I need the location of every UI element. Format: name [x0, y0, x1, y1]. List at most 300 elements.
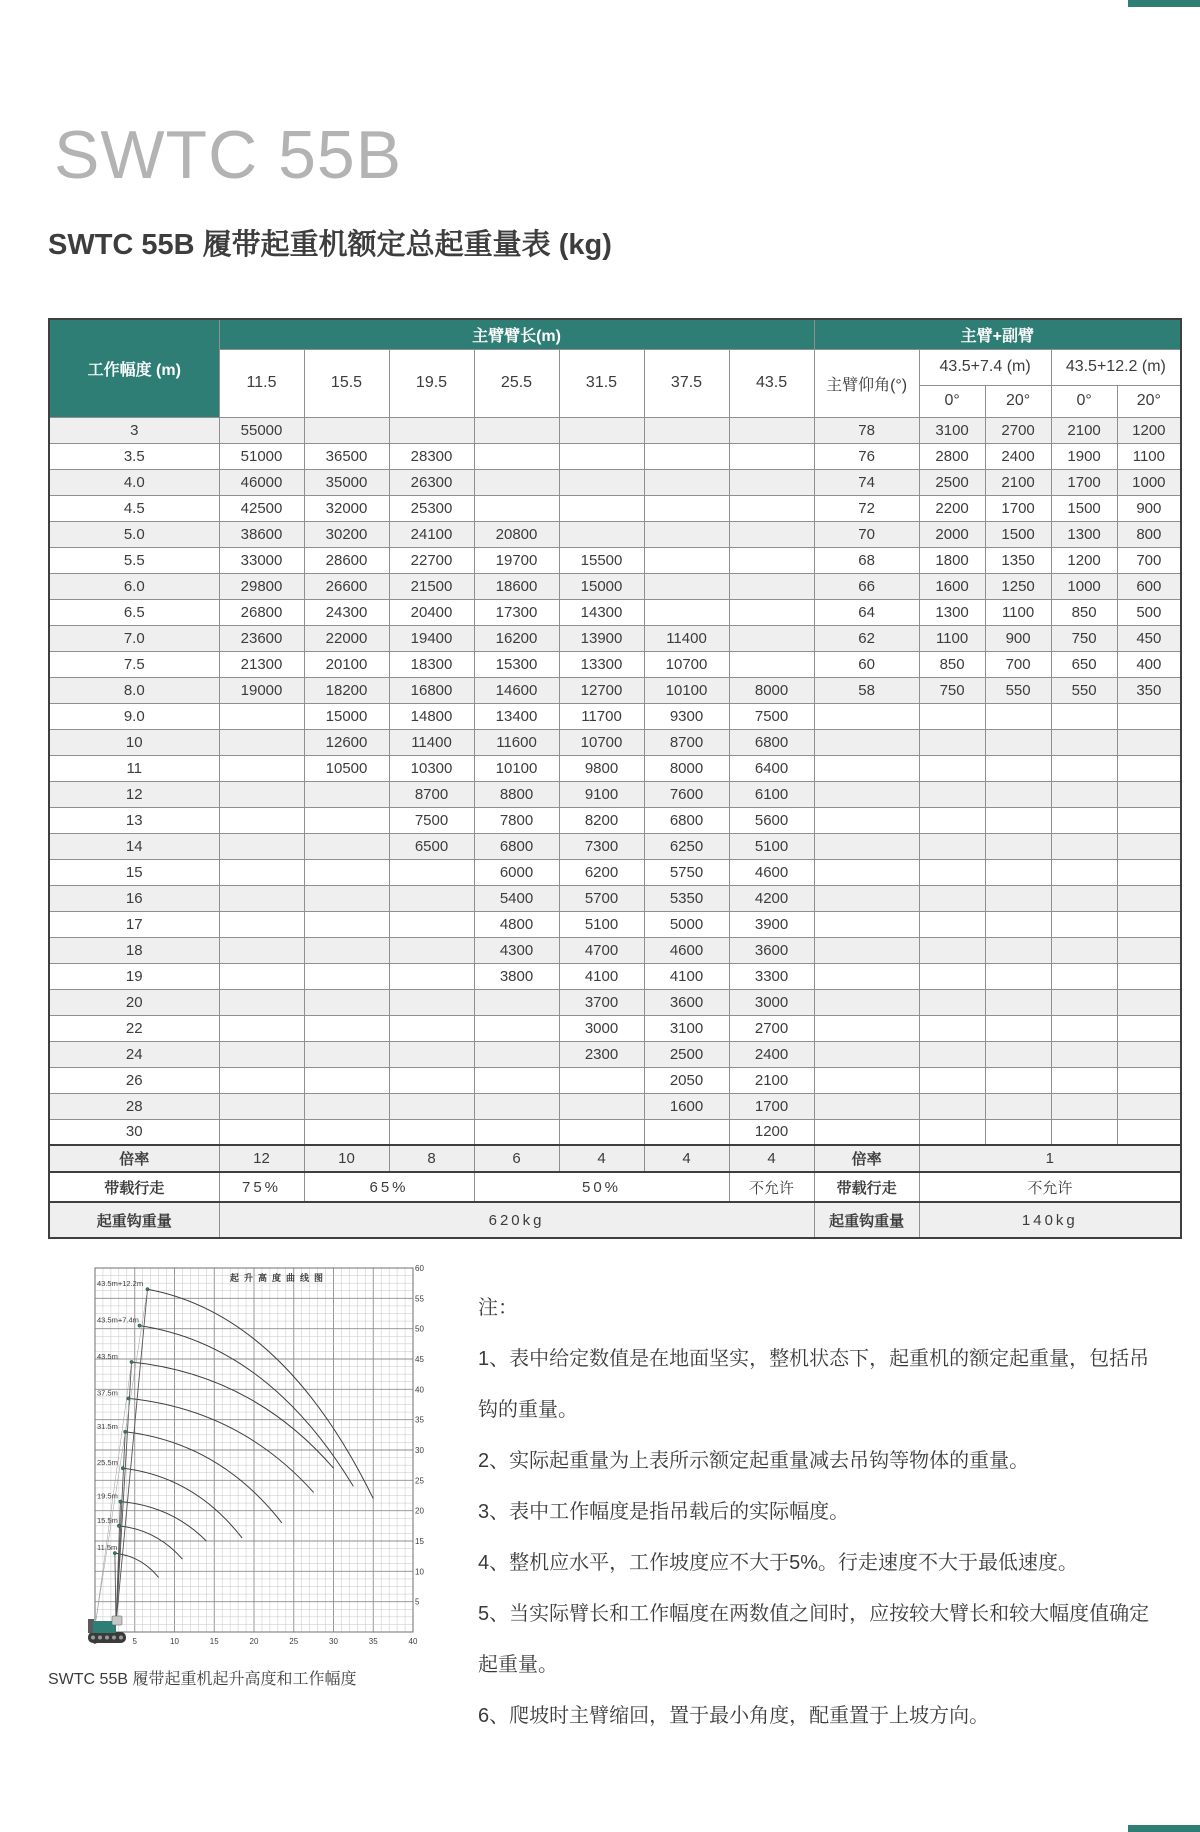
capacity-cell: 7500 — [729, 703, 814, 729]
capacity-cell: 1100 — [1117, 443, 1181, 469]
capacity-cell — [644, 599, 729, 625]
table-row — [49, 469, 1181, 495]
capacity-cell — [474, 1041, 559, 1067]
capacity-cell — [1117, 989, 1181, 1015]
capacity-cell: 8700 — [644, 729, 729, 755]
radius-cell: 6.5 — [49, 599, 219, 625]
capacity-cell — [1051, 1119, 1117, 1145]
table-row — [49, 807, 1181, 833]
capacity-cell — [919, 729, 985, 755]
capacity-cell — [1051, 963, 1117, 989]
capacity-cell — [304, 781, 389, 807]
main-boom-group-header: 主臂臂长(m) — [219, 319, 814, 349]
table-row — [49, 859, 1181, 885]
capacity-cell: 9100 — [559, 781, 644, 807]
capacity-cell — [304, 1067, 389, 1093]
capacity-cell — [219, 1015, 304, 1041]
capacity-cell — [1051, 885, 1117, 911]
capacity-cell: 10500 — [304, 755, 389, 781]
capacity-cell — [1117, 963, 1181, 989]
capacity-cell: 55000 — [219, 417, 304, 443]
table-row — [49, 573, 1181, 599]
capacity-cell — [1117, 755, 1181, 781]
capacity-cell: 7500 — [389, 807, 474, 833]
capacity-cell — [729, 443, 814, 469]
capacity-cell: 1100 — [985, 599, 1051, 625]
radius-cell: 19 — [49, 963, 219, 989]
capacity-cell — [644, 417, 729, 443]
capacity-cell: 6250 — [644, 833, 729, 859]
capacity-cell: 2100 — [729, 1067, 814, 1093]
footer-value: 4 — [644, 1145, 729, 1172]
capacity-cell — [1117, 937, 1181, 963]
svg-text:55: 55 — [415, 1294, 424, 1304]
svg-text:15: 15 — [209, 1637, 219, 1646]
capacity-cell — [559, 1067, 644, 1093]
table-row — [49, 833, 1181, 859]
capacity-cell: 1900 — [1051, 443, 1117, 469]
capacity-cell — [1051, 729, 1117, 755]
capacity-cell — [1051, 1041, 1117, 1067]
capacity-cell — [644, 495, 729, 521]
radius-cell: 17 — [49, 911, 219, 937]
capacity-cell — [219, 989, 304, 1015]
capacity-cell — [1117, 859, 1181, 885]
capacity-cell — [474, 443, 559, 469]
capacity-cell: 30200 — [304, 521, 389, 547]
angle-cell — [814, 1041, 919, 1067]
radius-cell: 13 — [49, 807, 219, 833]
radius-cell: 20 — [49, 989, 219, 1015]
header-row-groups — [49, 319, 1181, 349]
capacity-cell — [1051, 1093, 1117, 1119]
capacity-cell: 14800 — [389, 703, 474, 729]
capacity-cell: 3600 — [729, 937, 814, 963]
capacity-cell — [1117, 1093, 1181, 1119]
capacity-cell — [985, 755, 1051, 781]
capacity-cell — [389, 859, 474, 885]
capacity-cell — [729, 495, 814, 521]
capacity-cell: 1600 — [644, 1093, 729, 1119]
capacity-cell — [1051, 807, 1117, 833]
capacity-cell: 15000 — [304, 703, 389, 729]
capacity-cell: 13900 — [559, 625, 644, 651]
svg-text:60: 60 — [415, 1264, 424, 1273]
capacity-cell: 2000 — [919, 521, 985, 547]
capacity-cell: 10700 — [559, 729, 644, 755]
radius-cell: 7.0 — [49, 625, 219, 651]
capacity-cell — [304, 1119, 389, 1145]
capacity-cell — [304, 1093, 389, 1119]
table-row — [49, 417, 1181, 443]
capacity-cell — [985, 833, 1051, 859]
capacity-cell — [219, 781, 304, 807]
capacity-cell: 6100 — [729, 781, 814, 807]
boom-length-header: 19.5 — [389, 349, 474, 417]
footer-value: 8 — [389, 1145, 474, 1172]
footer-value: 6 — [474, 1145, 559, 1172]
capacity-cell: 1200 — [1051, 547, 1117, 573]
table-row — [49, 781, 1181, 807]
capacity-cell — [919, 755, 985, 781]
svg-text:40: 40 — [415, 1385, 424, 1395]
top-right-accent-bar — [1128, 0, 1200, 7]
svg-text:43.5m+12.2m: 43.5m+12.2m — [97, 1279, 144, 1289]
capacity-cell: 10300 — [389, 755, 474, 781]
capacity-cell: 400 — [1117, 651, 1181, 677]
capacity-cell — [304, 911, 389, 937]
capacity-cell — [389, 989, 474, 1015]
capacity-cell — [219, 963, 304, 989]
capacity-cell — [474, 1015, 559, 1041]
radius-cell: 4.5 — [49, 495, 219, 521]
svg-text:45: 45 — [415, 1355, 424, 1364]
footer-value: 65% — [304, 1172, 474, 1202]
capacity-cell: 11600 — [474, 729, 559, 755]
boom-length-header: 37.5 — [644, 349, 729, 417]
angle-cell — [814, 1015, 919, 1041]
capacity-cell — [474, 1093, 559, 1119]
header-row-lengths — [49, 349, 1181, 385]
capacity-cell — [559, 495, 644, 521]
jib-combo-header: 43.5+7.4 (m) — [919, 349, 1051, 385]
capacity-cell: 20100 — [304, 651, 389, 677]
capacity-cell: 6400 — [729, 755, 814, 781]
capacity-cell: 36500 — [304, 443, 389, 469]
capacity-cell: 20400 — [389, 599, 474, 625]
capacity-cell — [919, 1093, 985, 1119]
angle-cell — [814, 859, 919, 885]
capacity-cell — [919, 1067, 985, 1093]
capacity-cell — [919, 781, 985, 807]
capacity-cell: 17300 — [474, 599, 559, 625]
capacity-cell: 23600 — [219, 625, 304, 651]
capacity-cell — [985, 807, 1051, 833]
capacity-cell: 35000 — [304, 469, 389, 495]
capacity-cell: 1250 — [985, 573, 1051, 599]
capacity-cell: 26300 — [389, 469, 474, 495]
capacity-cell: 10100 — [644, 677, 729, 703]
capacity-cell — [919, 885, 985, 911]
capacity-cell — [985, 1119, 1051, 1145]
capacity-cell — [219, 1119, 304, 1145]
capacity-cell — [304, 937, 389, 963]
capacity-cell: 5400 — [474, 885, 559, 911]
footer-label: 带载行走 — [814, 1172, 919, 1202]
capacity-cell — [985, 989, 1051, 1015]
capacity-cell: 850 — [919, 651, 985, 677]
capacity-cell — [729, 651, 814, 677]
capacity-cell — [729, 547, 814, 573]
table-row — [49, 963, 1181, 989]
capacity-cell: 38600 — [219, 521, 304, 547]
capacity-cell — [985, 937, 1051, 963]
capacity-cell — [304, 859, 389, 885]
bottom-right-accent-bar — [1128, 1825, 1200, 1832]
capacity-cell: 22000 — [304, 625, 389, 651]
capacity-cell: 5750 — [644, 859, 729, 885]
footer-value: 不允许 — [729, 1172, 814, 1202]
capacity-cell — [1117, 1041, 1181, 1067]
jib-angle-header: 0° — [1051, 385, 1117, 417]
capacity-cell — [985, 781, 1051, 807]
capacity-cell — [219, 703, 304, 729]
capacity-cell: 1700 — [1051, 469, 1117, 495]
jib-combo-header: 43.5+12.2 (m) — [1051, 349, 1181, 385]
capacity-cell: 6000 — [474, 859, 559, 885]
capacity-cell — [644, 521, 729, 547]
footer-value: 1 — [919, 1145, 1181, 1172]
boom-length-header: 15.5 — [304, 349, 389, 417]
angle-cell — [814, 911, 919, 937]
table-row — [49, 1067, 1181, 1093]
radius-cell: 4.0 — [49, 469, 219, 495]
svg-text:10: 10 — [170, 1637, 179, 1646]
capacity-cell — [219, 1067, 304, 1093]
capacity-cell — [644, 573, 729, 599]
capacity-cell — [919, 989, 985, 1015]
capacity-cell: 550 — [1051, 677, 1117, 703]
capacity-cell: 3000 — [559, 1015, 644, 1041]
capacity-cell: 14600 — [474, 677, 559, 703]
capacity-cell — [474, 1119, 559, 1145]
table-row — [49, 755, 1181, 781]
note-item: 6、爬坡时主臂缩回，置于最小角度，配重置于上坡方向。 — [478, 1705, 990, 1727]
footer-value: 12 — [219, 1145, 304, 1172]
capacity-cell — [1117, 1015, 1181, 1041]
radius-cell: 10 — [49, 729, 219, 755]
capacity-cell: 13400 — [474, 703, 559, 729]
lift-height-chart — [80, 1260, 430, 1660]
capacity-cell: 700 — [985, 651, 1051, 677]
note-item: 4、整机应水平，工作坡度应不大于5%。行走速度不大于最低速度。 — [478, 1552, 1079, 1574]
capacity-cell — [985, 1015, 1051, 1041]
capacity-cell: 1200 — [1117, 417, 1181, 443]
capacity-cell: 19000 — [219, 677, 304, 703]
radius-cell: 26 — [49, 1067, 219, 1093]
capacity-cell: 2500 — [644, 1041, 729, 1067]
capacity-cell: 12600 — [304, 729, 389, 755]
angle-cell — [814, 807, 919, 833]
capacity-cell — [985, 963, 1051, 989]
capacity-cell: 5600 — [729, 807, 814, 833]
capacity-cell: 1600 — [919, 573, 985, 599]
angle-cell — [814, 781, 919, 807]
table-row — [49, 521, 1181, 547]
capacity-cell: 6800 — [644, 807, 729, 833]
note-item: 2、实际起重量为上表所示额定起重量减去吊钩等物体的重量。 — [478, 1450, 1030, 1472]
svg-text:43.5m: 43.5m — [97, 1352, 118, 1362]
capacity-cell — [919, 1015, 985, 1041]
capacity-cell: 700 — [1117, 547, 1181, 573]
capacity-cell: 1100 — [919, 625, 985, 651]
capacity-cell: 1300 — [919, 599, 985, 625]
capacity-cell — [919, 1041, 985, 1067]
capacity-cell — [559, 1093, 644, 1119]
capacity-cell: 2050 — [644, 1067, 729, 1093]
capacity-cell — [919, 911, 985, 937]
capacity-cell — [1117, 807, 1181, 833]
capacity-cell: 2200 — [919, 495, 985, 521]
capacity-cell — [219, 833, 304, 859]
svg-text:25: 25 — [289, 1637, 299, 1646]
svg-text:20: 20 — [249, 1637, 259, 1646]
capacity-cell: 5100 — [729, 833, 814, 859]
boom-length-header: 25.5 — [474, 349, 559, 417]
capacity-cell — [304, 885, 389, 911]
capacity-cell — [219, 807, 304, 833]
capacity-cell — [919, 963, 985, 989]
capacity-cell — [474, 495, 559, 521]
capacity-cell — [474, 417, 559, 443]
jib-angle-header: 20° — [985, 385, 1051, 417]
capacity-cell — [1117, 729, 1181, 755]
footer-label: 起重钩重量 — [49, 1202, 219, 1238]
capacity-cell: 33000 — [219, 547, 304, 573]
svg-text:35: 35 — [415, 1415, 424, 1425]
radius-column-header: 工作幅度 (m) — [49, 319, 219, 417]
angle-cell: 60 — [814, 651, 919, 677]
capacity-cell: 2400 — [729, 1041, 814, 1067]
capacity-cell — [219, 1041, 304, 1067]
capacity-cell: 51000 — [219, 443, 304, 469]
capacity-cell: 9300 — [644, 703, 729, 729]
capacity-cell: 26800 — [219, 599, 304, 625]
capacity-cell — [304, 963, 389, 989]
capacity-cell: 3000 — [729, 989, 814, 1015]
capacity-cell — [1051, 1015, 1117, 1041]
capacity-cell: 3100 — [644, 1015, 729, 1041]
svg-text:50: 50 — [415, 1324, 424, 1334]
capacity-cell — [219, 729, 304, 755]
capacity-cell — [219, 911, 304, 937]
capacity-cell — [919, 1119, 985, 1145]
capacity-table — [48, 318, 1182, 1239]
capacity-cell: 2800 — [919, 443, 985, 469]
capacity-cell: 1000 — [1051, 573, 1117, 599]
lift-height-svg — [80, 1260, 430, 1660]
capacity-cell: 21500 — [389, 573, 474, 599]
note-item: 3、表中工作幅度是指吊载后的实际幅度。 — [478, 1501, 850, 1523]
footer-value: 4 — [559, 1145, 644, 1172]
capacity-cell: 25300 — [389, 495, 474, 521]
angle-cell — [814, 703, 919, 729]
angle-cell: 70 — [814, 521, 919, 547]
radius-cell: 5.5 — [49, 547, 219, 573]
capacity-cell — [729, 573, 814, 599]
svg-text:30: 30 — [415, 1446, 424, 1455]
capacity-cell — [389, 885, 474, 911]
capacity-cell: 8000 — [729, 677, 814, 703]
capacity-cell: 1700 — [729, 1093, 814, 1119]
angle-cell — [814, 833, 919, 859]
capacity-cell: 3800 — [474, 963, 559, 989]
capacity-cell: 2300 — [559, 1041, 644, 1067]
svg-text:19.5m: 19.5m — [97, 1491, 118, 1501]
capacity-cell: 4300 — [474, 937, 559, 963]
footer-value: 75% — [219, 1172, 304, 1202]
capacity-cell: 13300 — [559, 651, 644, 677]
radius-cell: 22 — [49, 1015, 219, 1041]
capacity-cell — [219, 859, 304, 885]
svg-text:25.5m: 25.5m — [97, 1458, 118, 1468]
capacity-cell: 2100 — [1051, 417, 1117, 443]
capacity-cell: 6500 — [389, 833, 474, 859]
capacity-cell: 7600 — [644, 781, 729, 807]
capacity-cell: 8700 — [389, 781, 474, 807]
capacity-cell: 750 — [1051, 625, 1117, 651]
angle-cell — [814, 885, 919, 911]
capacity-cell — [304, 1041, 389, 1067]
capacity-cell — [1051, 859, 1117, 885]
capacity-cell — [1051, 1067, 1117, 1093]
capacity-cell: 3300 — [729, 963, 814, 989]
jib-angle-header: 0° — [919, 385, 985, 417]
capacity-cell: 2700 — [985, 417, 1051, 443]
capacity-cell: 850 — [1051, 599, 1117, 625]
angle-cell — [814, 729, 919, 755]
capacity-cell — [1117, 885, 1181, 911]
capacity-cell — [644, 443, 729, 469]
table-row — [49, 1015, 1181, 1041]
capacity-cell — [985, 1041, 1051, 1067]
capacity-cell: 19700 — [474, 547, 559, 573]
capacity-cell — [304, 989, 389, 1015]
svg-text:10: 10 — [415, 1567, 424, 1577]
capacity-cell: 14300 — [559, 599, 644, 625]
chart-caption: SWTC 55B 履带起重机起升高度和工作幅度 — [48, 1671, 357, 1688]
capacity-cell: 650 — [1051, 651, 1117, 677]
footer-value: 10 — [304, 1145, 389, 1172]
angle-cell — [814, 937, 919, 963]
capacity-cell — [474, 469, 559, 495]
capacity-cell: 28600 — [304, 547, 389, 573]
capacity-cell — [1117, 703, 1181, 729]
capacity-cell: 1500 — [1051, 495, 1117, 521]
capacity-cell — [729, 521, 814, 547]
combo-boom-group-header: 主臂+副臂 — [814, 319, 1181, 349]
capacity-cell — [919, 833, 985, 859]
capacity-cell — [919, 859, 985, 885]
capacity-cell — [985, 703, 1051, 729]
svg-text:5: 5 — [415, 1597, 420, 1607]
svg-text:11.5m: 11.5m — [97, 1543, 118, 1553]
radius-cell: 8.0 — [49, 677, 219, 703]
table-row — [49, 547, 1181, 573]
capacity-cell — [644, 547, 729, 573]
svg-text:25: 25 — [415, 1476, 424, 1486]
angle-cell — [814, 1119, 919, 1145]
capacity-cell: 3100 — [919, 417, 985, 443]
capacity-cell — [389, 417, 474, 443]
radius-cell: 9.0 — [49, 703, 219, 729]
capacity-cell: 1350 — [985, 547, 1051, 573]
capacity-cell: 5000 — [644, 911, 729, 937]
capacity-cell — [304, 1015, 389, 1041]
footer-value: 140kg — [919, 1202, 1181, 1238]
table-row — [49, 1041, 1181, 1067]
capacity-cell: 21300 — [219, 651, 304, 677]
angle-cell: 62 — [814, 625, 919, 651]
capacity-cell: 4700 — [559, 937, 644, 963]
capacity-cell: 1200 — [729, 1119, 814, 1145]
table-row — [49, 729, 1181, 755]
angle-cell — [814, 1093, 919, 1119]
radius-cell: 5.0 — [49, 521, 219, 547]
capacity-cell — [1117, 833, 1181, 859]
capacity-cell: 8200 — [559, 807, 644, 833]
capacity-cell: 600 — [1117, 573, 1181, 599]
